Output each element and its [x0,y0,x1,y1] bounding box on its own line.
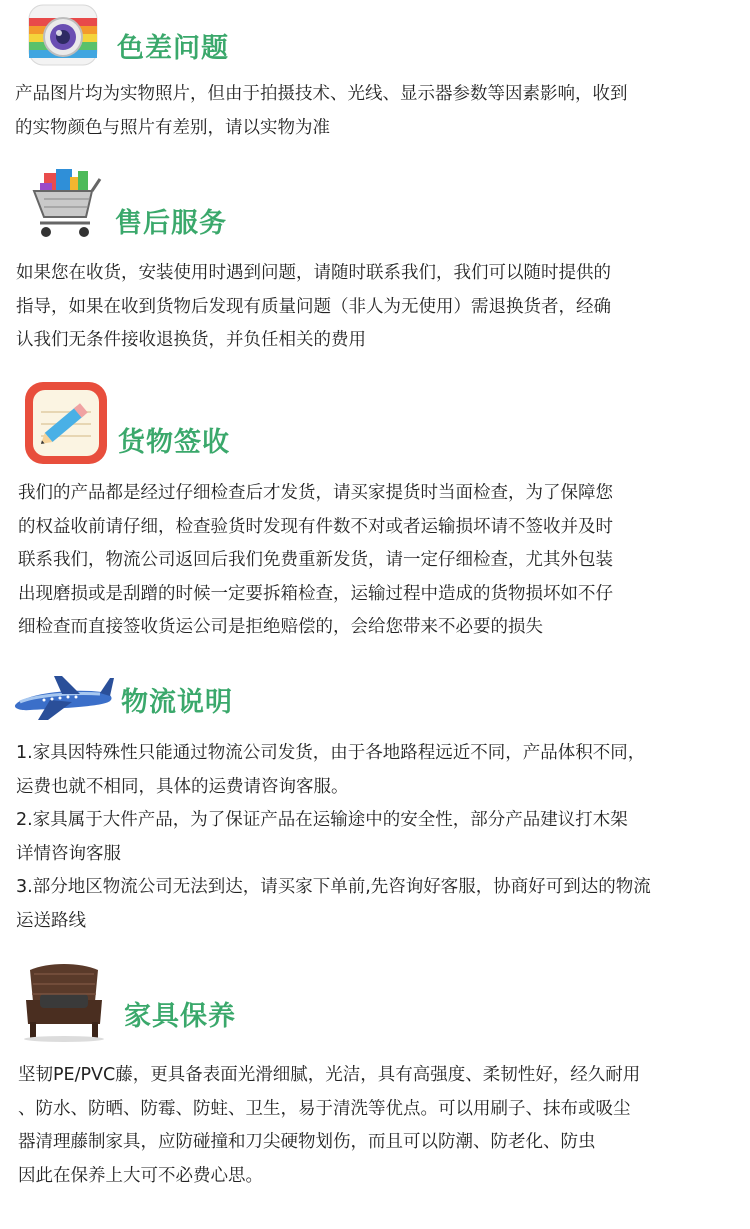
text-line: 3.部分地区物流公司无法到达，请买家下单前,先咨询好客服，协商好可到达的物流 [16,877,651,897]
section-title: 家具保养 [124,1001,236,1032]
text-line: 细检查而直接签收货运公司是拒绝赔偿的，会给您带来不必要的损失 [18,617,543,637]
section-text [15,78,628,145]
section-title: 售后服务 [115,208,227,239]
text-line: 坚韧PE/PVC藤，更具备表面光滑细腻，光洁，具有高强度、柔韧性好，经久耐用 [18,1065,641,1085]
text-line: 认我们无条件接收退换货，并负任相关的费用 [16,330,366,350]
text-line: 的权益收前请仔细，检查验货时发现有件数不对或者运输损坏请不签收并及时 [18,516,613,537]
section-text [18,477,613,645]
text-line: 产品图片均为实物照片，但由于拍摄技术、光线、显示器参数等因素影响，收到 [15,84,628,104]
text-line: 的实物颜色与照片有差别，请以实物为准 [15,117,330,138]
text-line: 详情咨询客服 [16,843,121,864]
notepad-pencil-icon [23,378,111,466]
section-text [16,257,611,358]
text-line: 如果您在收货，安装使用时遇到问题，请随时联系我们，我们可以随时提供的 [16,263,611,283]
text-line: 、防水、防晒、防霉、防蛀、卫生，易于清洗等优点。可以用刷子、抹布或吸尘 [18,1098,631,1119]
text-line: 器清理藤制家具，应防碰撞和刀尖硬物划伤，而且可以防潮、防老化、防虫 [18,1132,596,1152]
shopping-cart-icon [30,165,108,240]
text-line: 运送路线 [16,910,86,931]
text-line: 2.家具属于大件产品，为了保证产品在运输途中的安全性，部分产品建议打木架 [16,810,628,830]
section-text [16,737,651,938]
text-line: 运费也就不相同，具体的运费请咨询客服。 [16,776,349,797]
section-color-difference [0,0,750,150]
airplane-icon [10,670,116,722]
text-line: 我们的产品都是经过仔细检查后才发货，请买家提货时当面检查，为了保障您 [18,483,613,503]
text-line: 联系我们，物流公司返回后我们免费重新发货，请一定仔细检查，尤其外包装 [18,550,613,570]
section-text [18,1059,640,1193]
section-title: 色差问题 [117,33,229,64]
text-line: 1.家具因特殊性只能通过物流公司发货，由于各地路程远近不同，产品体积不同， [16,743,646,763]
text-line: 出现磨损或是刮蹭的时候一定要拆箱检查，运输过程中造成的货物损坏如不仔 [18,583,613,604]
section-title: 货物签收 [118,427,230,458]
camera-icon [28,4,98,66]
section-title: 物流说明 [121,687,233,718]
rattan-chair-icon [18,960,110,1042]
text-line: 指导，如果在收到货物后发现有质量问题（非人为无使用）需退换货者，经确 [16,296,611,317]
text-line: 因此在保养上大可不必费心思。 [18,1165,263,1186]
